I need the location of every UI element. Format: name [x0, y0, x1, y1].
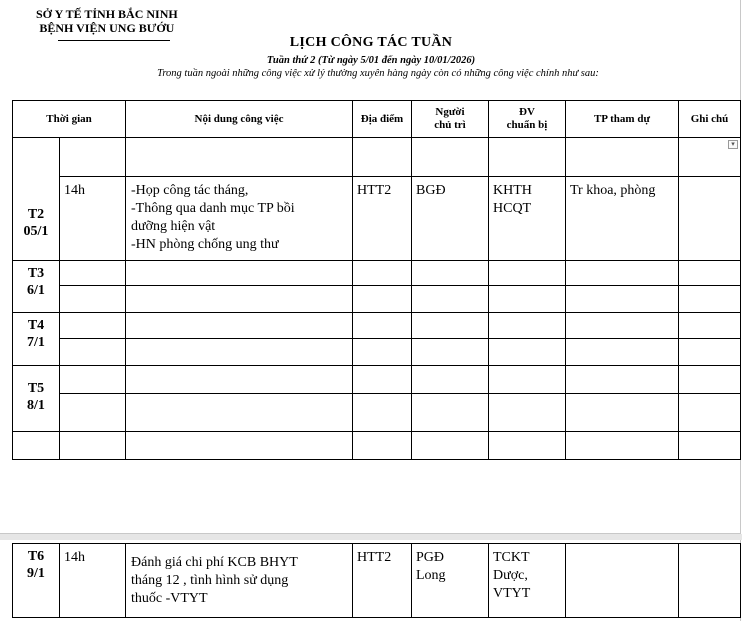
empty-cell[interactable] [60, 313, 126, 339]
col-host [412, 101, 489, 138]
prep-cell[interactable] [489, 544, 566, 618]
empty-cell[interactable] [679, 261, 741, 286]
empty-cell[interactable] [566, 366, 679, 394]
empty-cell[interactable] [489, 138, 566, 177]
day-name: T6 [27, 549, 45, 564]
content-line: -Họp công tác tháng, [131, 183, 249, 198]
empty-cell[interactable] [126, 261, 353, 286]
day-cell-t4 [13, 313, 60, 366]
table-row [13, 432, 741, 460]
empty-cell[interactable] [13, 432, 60, 460]
day-date: 9/1 [27, 566, 45, 581]
empty-cell[interactable] [353, 138, 412, 177]
empty-cell[interactable] [412, 394, 489, 432]
empty-cell[interactable] [489, 366, 566, 394]
col-location: Địa điểm [353, 101, 412, 138]
empty-cell[interactable] [353, 261, 412, 286]
empty-cell[interactable] [679, 366, 741, 394]
empty-cell[interactable] [489, 261, 566, 286]
content-line: dưỡng hiện vật [131, 219, 216, 234]
host-line: PGĐ [416, 550, 445, 565]
empty-cell[interactable] [412, 138, 489, 177]
empty-cell[interactable] [60, 261, 126, 286]
time-cell[interactable]: 14h [60, 177, 126, 261]
empty-cell[interactable] [60, 286, 126, 313]
day-date: 05/1 [23, 224, 49, 239]
empty-cell[interactable] [353, 313, 412, 339]
empty-cell[interactable] [566, 432, 679, 460]
empty-cell[interactable] [412, 366, 489, 394]
empty-cell[interactable] [353, 286, 412, 313]
location-cell[interactable]: HTT2 [353, 177, 412, 261]
location-cell[interactable]: HTT2 [353, 544, 412, 618]
empty-cell[interactable] [126, 366, 353, 394]
empty-cell[interactable] [60, 394, 126, 432]
table-row [13, 138, 741, 177]
table-row [13, 261, 741, 286]
table-row [13, 313, 741, 339]
col-prep-line-1: ĐV [519, 106, 535, 118]
org-line-1: SỞ Y TẾ TỈNH BẮC NINH [36, 7, 178, 21]
col-content: Nội dung công việc [126, 101, 353, 138]
day-cell-t6 [13, 544, 60, 618]
organization-header [36, 7, 178, 35]
day-date: 7/1 [27, 335, 45, 350]
empty-cell[interactable] [566, 138, 679, 177]
schedule-table [12, 100, 741, 460]
week-subtitle: Tuần thứ 2 (Từ ngày 5/01 đến ngày 10/01/2026) [266, 55, 476, 66]
empty-cell[interactable] [60, 366, 126, 394]
empty-cell[interactable] [126, 138, 353, 177]
day-name: T5 [27, 381, 45, 396]
empty-cell[interactable] [126, 432, 353, 460]
prep-cell[interactable] [489, 177, 566, 261]
empty-cell[interactable] [679, 339, 741, 366]
notes-cell[interactable] [679, 544, 741, 618]
empty-cell[interactable] [60, 138, 126, 177]
prep-line: VTYT [493, 586, 531, 601]
document-title: LỊCH CÔNG TÁC TUẦN [289, 35, 453, 50]
empty-cell[interactable] [412, 339, 489, 366]
col-time: Thời gian [13, 101, 126, 138]
col-notes: Ghi chú [679, 101, 741, 138]
schedule-table-continued [12, 543, 741, 618]
prep-line: Dược, [493, 568, 528, 583]
day-cell-t2 [13, 138, 60, 261]
dropdown-arrow-icon[interactable]: ▾ [728, 140, 738, 149]
empty-cell[interactable] [566, 394, 679, 432]
empty-cell[interactable] [126, 394, 353, 432]
col-prep [489, 101, 566, 138]
empty-cell[interactable] [353, 394, 412, 432]
col-host-line-1: Người [435, 106, 465, 118]
empty-cell[interactable] [489, 339, 566, 366]
empty-cell[interactable] [566, 339, 679, 366]
day-name: T2 [27, 207, 45, 222]
table-row [13, 366, 741, 394]
attendees-cell[interactable]: Tr khoa, phòng [566, 177, 679, 261]
empty-cell[interactable] [412, 286, 489, 313]
day-name: T4 [27, 318, 45, 333]
empty-cell[interactable] [353, 432, 412, 460]
intro-note: Trong tuần ngoài những công việc xử lý thường xuyên hàng ngày còn có những công việc chính như sau: [157, 68, 599, 79]
host-cell[interactable]: BGĐ [412, 177, 489, 261]
day-cell-t3 [13, 261, 60, 313]
org-line-2: BỆNH VIỆN UNG BƯỚU [39, 21, 175, 35]
table-row [13, 177, 741, 261]
table-row [13, 286, 741, 313]
empty-cell[interactable] [679, 286, 741, 313]
content-line: -Thông qua danh mục TP bồi [131, 201, 295, 216]
empty-cell[interactable] [489, 432, 566, 460]
notes-cell[interactable] [679, 177, 741, 261]
table-row [13, 544, 741, 618]
table-row [13, 339, 741, 366]
empty-cell[interactable] [679, 432, 741, 460]
empty-cell[interactable] [126, 286, 353, 313]
time-cell[interactable]: 14h [60, 544, 126, 618]
header-row [13, 101, 741, 138]
empty-cell[interactable] [566, 313, 679, 339]
host-line: Long [416, 568, 446, 583]
empty-cell[interactable] [679, 394, 741, 432]
empty-cell[interactable] [489, 286, 566, 313]
prep-line: HCQT [493, 201, 532, 216]
empty-cell[interactable] [412, 313, 489, 339]
empty-cell[interactable] [412, 432, 489, 460]
prep-line: KHTH [493, 183, 532, 198]
empty-cell[interactable] [60, 339, 126, 366]
empty-cell[interactable] [353, 339, 412, 366]
attendees-cell[interactable] [566, 544, 679, 618]
empty-cell[interactable] [126, 339, 353, 366]
day-date: 8/1 [27, 398, 45, 413]
col-host-line-2: chủ trì [434, 119, 466, 131]
empty-cell[interactable] [60, 432, 126, 460]
col-prep-line-2: chuẩn bị [506, 119, 548, 131]
table-row [13, 394, 741, 432]
content-line: tháng 12 , tình hình sử dụng [131, 573, 289, 588]
content-line: thuốc -VTYT [131, 591, 208, 606]
empty-cell[interactable] [679, 313, 741, 339]
empty-cell[interactable] [566, 261, 679, 286]
host-cell[interactable] [412, 544, 489, 618]
empty-cell[interactable] [566, 286, 679, 313]
empty-cell[interactable] [489, 313, 566, 339]
content-line: Đánh giá chi phí KCB BHYT [131, 555, 298, 570]
day-cell-t5 [13, 366, 60, 432]
day-date: 6/1 [27, 283, 45, 298]
col-attendees: TP tham dự [566, 101, 679, 138]
day-name: T3 [27, 266, 45, 281]
empty-cell[interactable] [353, 366, 412, 394]
content-line: -HN phòng chống ung thư [131, 237, 279, 252]
content-cell[interactable] [126, 177, 353, 261]
empty-cell[interactable] [679, 138, 741, 177]
empty-cell[interactable] [126, 313, 353, 339]
empty-cell[interactable] [412, 261, 489, 286]
content-cell[interactable] [126, 544, 353, 618]
empty-cell[interactable] [489, 394, 566, 432]
prep-line: TCKT [493, 550, 530, 565]
